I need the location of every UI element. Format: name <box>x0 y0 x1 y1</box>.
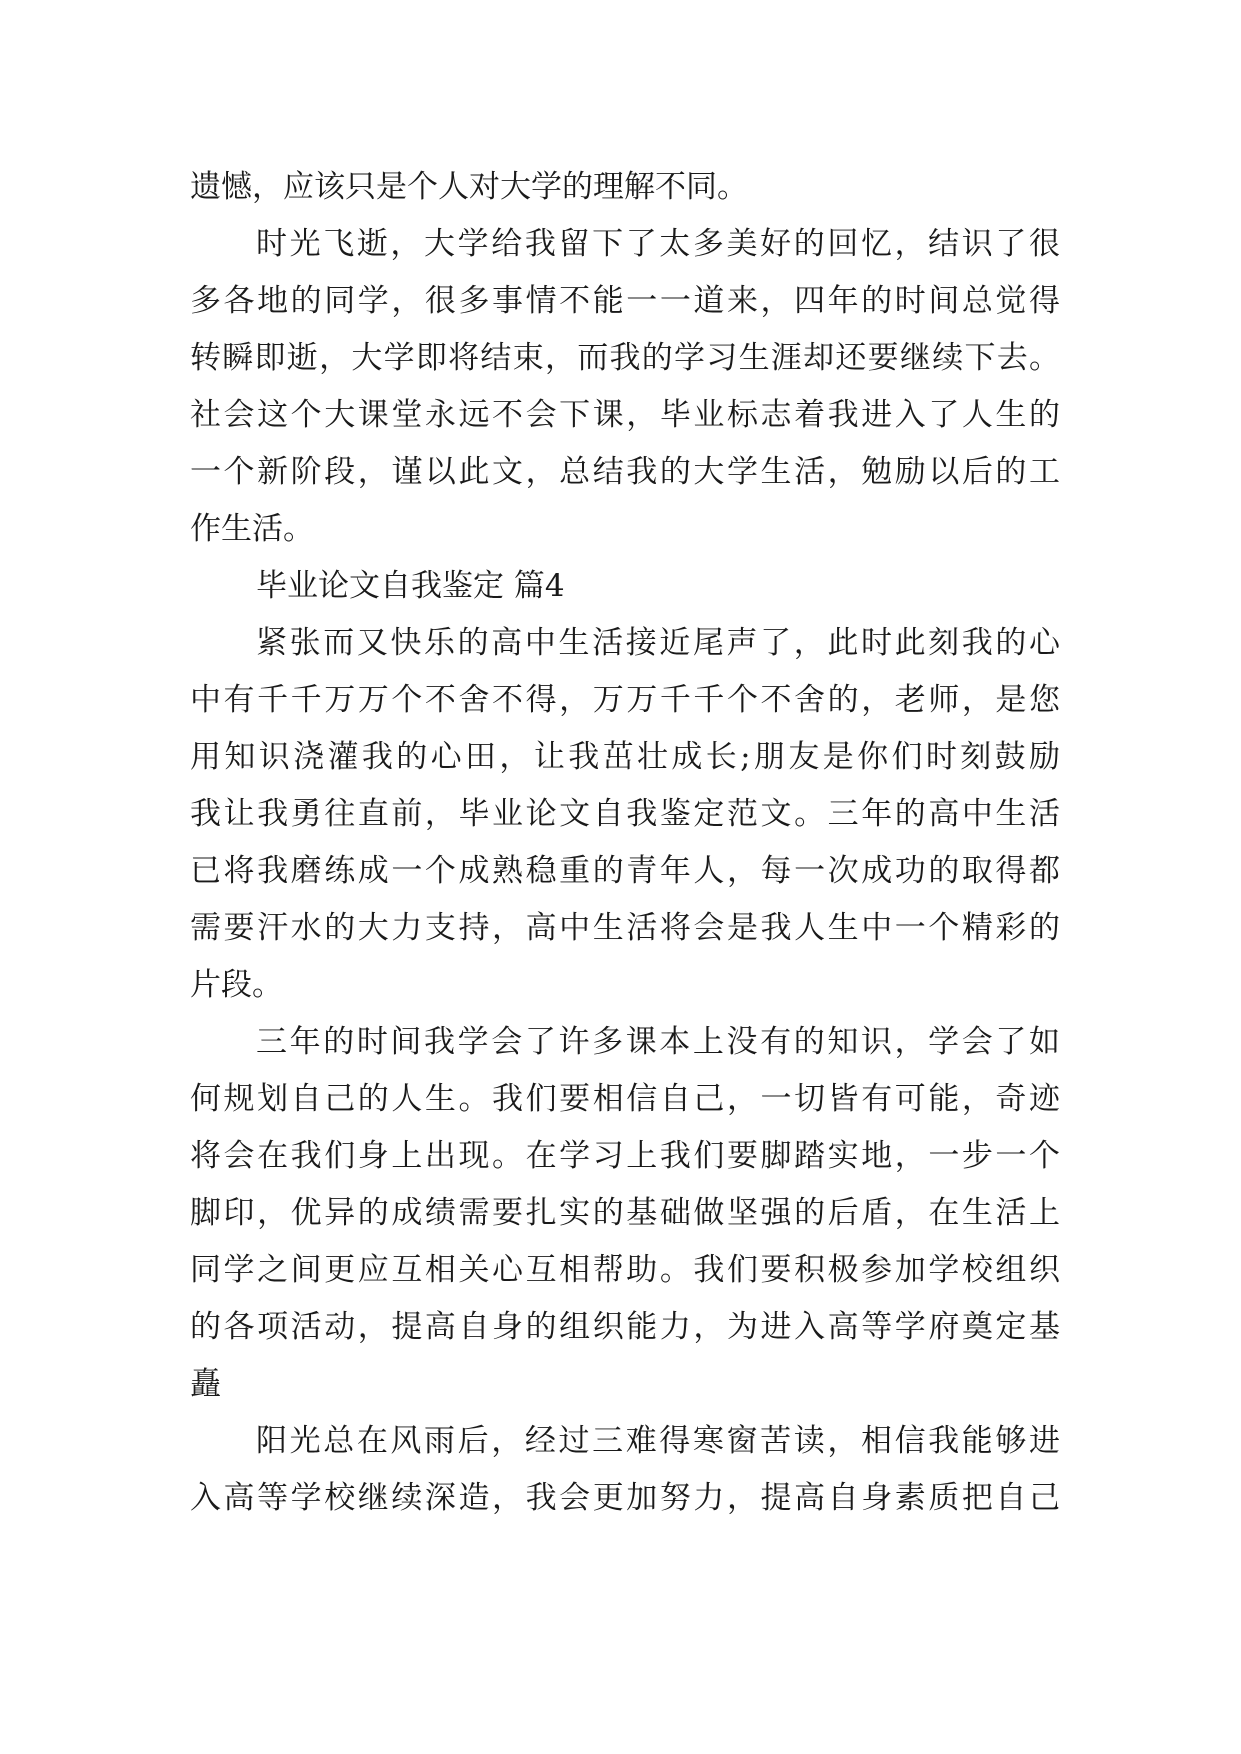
text-line: 何规划自己的人生。我们要相信自己，一切皆有可能，奇迹 <box>190 1081 1060 1117</box>
text-line: 将会在我们身上出现。在学习上我们要脚踏实地，一步一个 <box>190 1138 1060 1174</box>
text-line: 作生活。 <box>190 511 314 547</box>
text-line: 矗 <box>190 1366 221 1402</box>
text-line: 需要汗水的大力支持，高中生活将会是我人生中一个精彩的 <box>190 910 1060 946</box>
text-line: 入高等学校继续深造，我会更加努力，提高自身素质把自己 <box>190 1480 1060 1516</box>
text-line: 时光飞逝，大学给我留下了太多美好的回忆，结识了很 <box>256 226 1060 262</box>
text-line: 片段。 <box>190 967 283 1003</box>
text-line: 社会这个大课堂永远不会下课，毕业标志着我进入了人生的 <box>190 397 1060 433</box>
text-line: 转瞬即逝，大学即将结束，而我的学习生涯却还要继续下去。 <box>190 340 1060 376</box>
text-line: 脚印，优异的成绩需要扎实的基础做坚强的后盾，在生活上 <box>190 1195 1060 1231</box>
text-line: 中有千千万万个不舍不得，万万千千个不舍的，老师，是您 <box>190 682 1060 718</box>
text-line: 遗憾，应该只是个人对大学的理解不同。 <box>190 169 748 205</box>
text-line: 已将我磨练成一个成熟稳重的青年人，每一次成功的取得都 <box>190 853 1060 889</box>
text-line: 三年的时间我学会了许多课本上没有的知识，学会了如 <box>256 1024 1060 1060</box>
text-line: 紧张而又快乐的高中生活接近尾声了，此时此刻我的心 <box>256 625 1060 661</box>
text-line: 阳光总在风雨后，经过三难得寒窗苦读，相信我能够进 <box>256 1423 1060 1459</box>
text-line: 同学之间更应互相关心互相帮助。我们要积极参加学校组织 <box>190 1252 1060 1288</box>
text-line: 我让我勇往直前，毕业论文自我鉴定范文。三年的高中生活 <box>190 796 1060 832</box>
text-line: 一个新阶段，谨以此文，总结我的大学生活，勉励以后的工 <box>190 454 1060 490</box>
text-line: 用知识浇灌我的心田，让我茁壮成长;朋友是你们时刻鼓励 <box>190 739 1060 775</box>
section-heading: 毕业论文自我鉴定 篇4 <box>256 568 565 604</box>
text-line: 多各地的同学，很多事情不能一一道来，四年的时间总觉得 <box>190 283 1060 319</box>
text-line: 的各项活动，提高自身的组织能力，为进入高等学府奠定基 <box>190 1309 1060 1345</box>
